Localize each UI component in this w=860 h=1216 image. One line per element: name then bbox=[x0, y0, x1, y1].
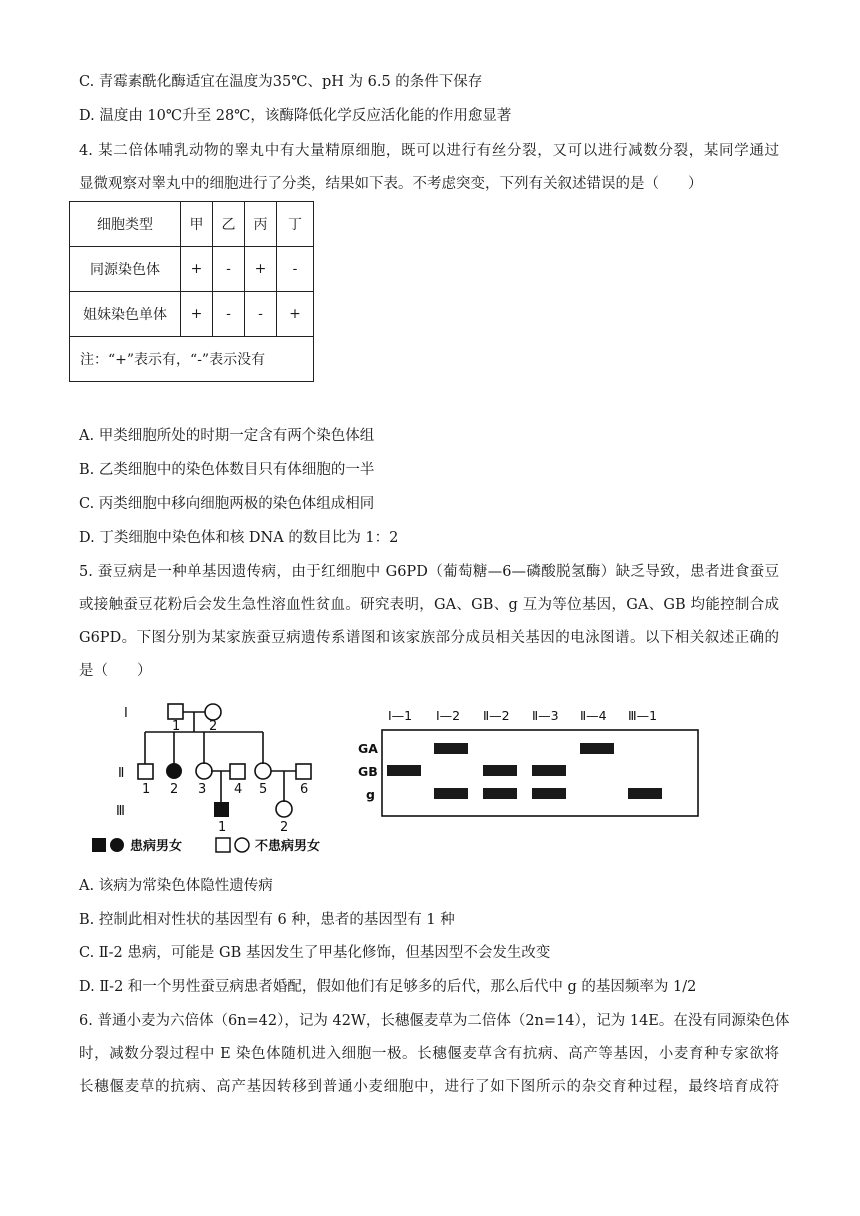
legend-unaffected-female-icon bbox=[235, 838, 249, 852]
q6-stem-line3: 长穗偃麦草的抗病、高产基因转移到普通小麦细胞中，进行了如下图所示的杂交育种过程，最终培育成符 bbox=[79, 1079, 779, 1095]
pedigree-iii1-affected-male bbox=[214, 802, 229, 817]
electrophoresis-gel bbox=[352, 700, 700, 828]
table-cell: 姐妹染色单体 bbox=[70, 292, 181, 337]
individual-number: 1 bbox=[218, 820, 227, 835]
table-cell: 同源染色体 bbox=[70, 247, 181, 292]
gel-band-ii4-ga bbox=[580, 743, 614, 754]
individual-number: 5 bbox=[259, 782, 268, 797]
table-cell: - bbox=[213, 292, 245, 337]
table-note: 注：“+”表示有，“-”表示没有 bbox=[70, 337, 314, 382]
q5-option-d: D. Ⅱ-2 和一个男性蚕豆病患者婚配，假如他们有足够多的后代，那么后代中 g 的基因频率为 1/2 bbox=[79, 979, 697, 995]
q6-stem-line2: 时，减数分裂过程中 E 染色体随机进入细胞一极。长穗偃麦草含有抗病、高产等基因，小麦育种专家欲将 bbox=[79, 1046, 779, 1062]
allele-label: GB bbox=[358, 764, 378, 779]
q5-stem-line1: 5. 蚕豆病是一种单基因遗传病，由于红细胞中 G6PD（葡萄糖—6—磷酸脱氢酶）缺乏导致，患者进食蚕豆 bbox=[79, 564, 779, 580]
individual-number: 2 bbox=[280, 820, 289, 835]
individual-number: 4 bbox=[234, 782, 243, 797]
table-cell: + bbox=[277, 292, 314, 337]
table-cell: + bbox=[181, 247, 213, 292]
pedigree-ii5-unaffected-female bbox=[255, 763, 271, 779]
q4-option-d: D. 丁类细胞中染色体和核 DNA 的数目比为 1：2 bbox=[79, 530, 399, 546]
table-row bbox=[70, 337, 314, 382]
lane-label: Ⅱ—4 bbox=[580, 708, 607, 723]
table-cell: - bbox=[277, 247, 314, 292]
table-cell: + bbox=[181, 292, 213, 337]
table-cell: + bbox=[245, 247, 277, 292]
cell-type-table bbox=[69, 201, 314, 382]
gel-band-ii2-g bbox=[483, 788, 517, 799]
q4-option-c: C. 丙类细胞中移向细胞两极的染色体组成相同 bbox=[79, 496, 375, 512]
q5-stem-line3: G6PD。下图分别为某家族蚕豆病遗传系谱图和该家族部分成员相关基因的电泳图谱。以下相关叙述正确的 bbox=[79, 630, 779, 646]
gel-band-ii2-gb bbox=[483, 765, 517, 776]
individual-number: 1 bbox=[172, 719, 181, 734]
gel-band-i1-gb bbox=[387, 765, 421, 776]
legend-affected-label: 患病男女 bbox=[130, 839, 183, 854]
pedigree-ii3-unaffected-female bbox=[196, 763, 212, 779]
gel-band-i2-ga bbox=[434, 743, 468, 754]
q5-option-c: C. Ⅱ-2 患病，可能是 GB 基因发生了甲基化修饰，但基因型不会发生改变 bbox=[79, 945, 551, 961]
pedigree-ii2-affected-female bbox=[166, 763, 182, 779]
legend-affected-male-icon bbox=[92, 838, 106, 852]
individual-number: 6 bbox=[300, 782, 309, 797]
gen-label: Ⅱ bbox=[118, 766, 125, 781]
table-cell: - bbox=[245, 292, 277, 337]
q6-stem-line1: 6. 普通小麦为六倍体（6n=42），记为 42W，长穗偃麦草为二倍体（2n=14），记为 14E。在没有同源染色体 bbox=[79, 1013, 790, 1029]
lane-label: Ⅱ—3 bbox=[532, 708, 559, 723]
pedigree-i2-unaffected-female bbox=[205, 704, 221, 720]
legend-unaffected-male-icon bbox=[216, 838, 230, 852]
individual-number: 1 bbox=[142, 782, 151, 797]
gen-label: Ⅲ bbox=[116, 804, 125, 819]
gel-band-ii3-gb bbox=[532, 765, 566, 776]
gel-band-i2-g bbox=[434, 788, 468, 799]
lane-label: Ⅲ—1 bbox=[628, 708, 658, 723]
q5-stem-line2: 或接触蚕豆花粉后会发生急性溶血性贫血。研究表明，GA、GB、g 互为等位基因，GA、GB 均能控制合成 bbox=[79, 597, 779, 613]
pedigree-chart bbox=[88, 698, 350, 862]
allele-label: GA bbox=[358, 741, 378, 756]
q4-option-b: B. 乙类细胞中的染色体数目只有体细胞的一半 bbox=[79, 462, 375, 478]
pedigree-i1-unaffected-male bbox=[168, 704, 183, 719]
allele-label: g bbox=[366, 787, 375, 802]
legend-affected-female-icon bbox=[110, 838, 124, 852]
gel-band-iii1-g bbox=[628, 788, 662, 799]
table-header-cell: 丙 bbox=[245, 202, 277, 247]
pedigree-iii2-unaffected-female bbox=[276, 801, 292, 817]
lane-label: Ⅱ—2 bbox=[483, 708, 510, 723]
table-row bbox=[70, 202, 314, 247]
q5-stem-line4: 是（ ） bbox=[79, 663, 152, 679]
gel-band-ii3-g bbox=[532, 788, 566, 799]
q3-option-d: D. 温度由 10℃升至 28℃，该酶降低化学反应活化能的作用愈显著 bbox=[79, 108, 512, 124]
table-header-cell: 细胞类型 bbox=[70, 202, 181, 247]
q3-option-c: C. 青霉素酰化酶适宜在温度为35℃、pH 为 6.5 的条件下保存 bbox=[79, 74, 483, 90]
q4-stem-line1: 4. 某二倍体哺乳动物的睾丸中有大量精原细胞，既可以进行有丝分裂，又可以进行减数分裂，某同学通过 bbox=[79, 143, 779, 159]
individual-number: 2 bbox=[170, 782, 179, 797]
lane-label: Ⅰ—2 bbox=[436, 708, 461, 723]
pedigree-ii6-unaffected-male bbox=[296, 764, 311, 779]
individual-number: 2 bbox=[209, 719, 218, 734]
q5-option-a: A. 该病为常染色体隐性遗传病 bbox=[79, 878, 273, 894]
table-row bbox=[70, 247, 314, 292]
q4-stem-line2: 显微观察对睾丸中的细胞进行了分类，结果如下表。不考虑突变，下列有关叙述错误的是（ ） bbox=[79, 176, 703, 192]
table-header-cell: 乙 bbox=[213, 202, 245, 247]
pedigree-ii4-unaffected-male bbox=[230, 764, 245, 779]
table-header-cell: 甲 bbox=[181, 202, 213, 247]
individual-number: 3 bbox=[198, 782, 207, 797]
legend-unaffected-label: 不患病男女 bbox=[255, 839, 321, 854]
gen-label: Ⅰ bbox=[124, 706, 128, 721]
table-row bbox=[70, 292, 314, 337]
table-header-cell: 丁 bbox=[277, 202, 314, 247]
pedigree-ii1-unaffected-male bbox=[138, 764, 153, 779]
q4-option-a: A. 甲类细胞所处的时期一定含有两个染色体组 bbox=[79, 428, 375, 444]
q5-option-b: B. 控制此相对性状的基因型有 6 种，患者的基因型有 1 种 bbox=[79, 912, 455, 928]
lane-label: Ⅰ—1 bbox=[388, 708, 413, 723]
table-cell: - bbox=[213, 247, 245, 292]
